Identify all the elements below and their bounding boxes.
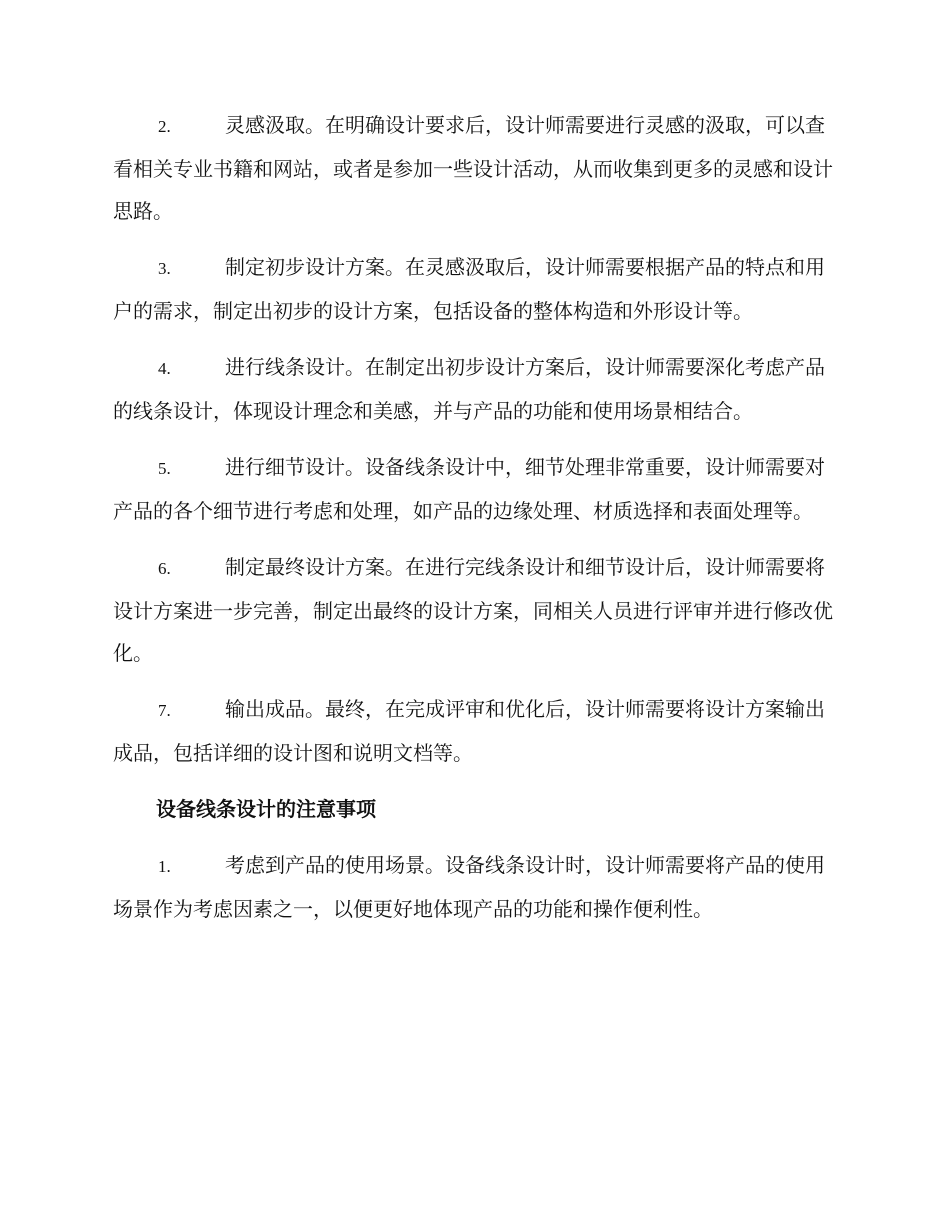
section-heading: 设备线条设计的注意事项 — [156, 797, 376, 821]
list-item-number: 5. — [158, 459, 171, 478]
list-item-text: 灵感汲取。在明确设计要求后，设计师需要进行灵感的汲取，可以查看相关专业书籍和网站，或者是参加一些设计活动，从而收集到更多的灵感和设计思路。 — [113, 113, 833, 223]
list-item-text: 制定最终设计方案。在进行完线条设计和细节设计后，设计师需要将设计方案进一步完善，制定出最终的设计方案，同相关人员进行评审并进行修改优化。 — [113, 555, 833, 665]
list-item-text: 考虑到产品的使用场景。设备线条设计时，设计师需要将产品的使用场景作为考虑因素之一，以便更好地体现产品的功能和操作便利性。 — [113, 853, 825, 921]
list-item-text: 进行细节设计。设备线条设计中，细节处理非常重要，设计师需要对产品的各个细节进行考虑和处理，如产品的边缘处理、材质选择和表面处理等。 — [113, 455, 825, 523]
list-item-text: 输出成品。最终，在完成评审和优化后，设计师需要将设计方案输出成品，包括详细的设计图和说明文档等。 — [113, 697, 825, 765]
list-item-number: 3. — [158, 259, 171, 278]
list-item-number: 6. — [158, 559, 171, 578]
list-item — [113, 446, 835, 532]
list-item-number: 4. — [158, 359, 171, 378]
list-item — [113, 104, 835, 232]
list-item — [113, 844, 835, 930]
list-item-text: 制定初步设计方案。在灵感汲取后，设计师需要根据产品的特点和用户的需求，制定出初步的设计方案，包括设备的整体构造和外形设计等。 — [113, 255, 825, 323]
list-item — [113, 246, 835, 332]
list-item — [113, 346, 835, 432]
list-item — [113, 546, 835, 674]
list-item-number: 1. — [158, 857, 171, 876]
document-body — [113, 104, 835, 944]
list-item-text: 进行线条设计。在制定出初步设计方案后，设计师需要深化考虑产品的线条设计，体现设计理念和美感，并与产品的功能和使用场景相结合。 — [113, 355, 825, 423]
list-item-number: 2. — [158, 117, 171, 136]
list-item — [113, 688, 835, 774]
list-item-number: 7. — [158, 701, 171, 720]
